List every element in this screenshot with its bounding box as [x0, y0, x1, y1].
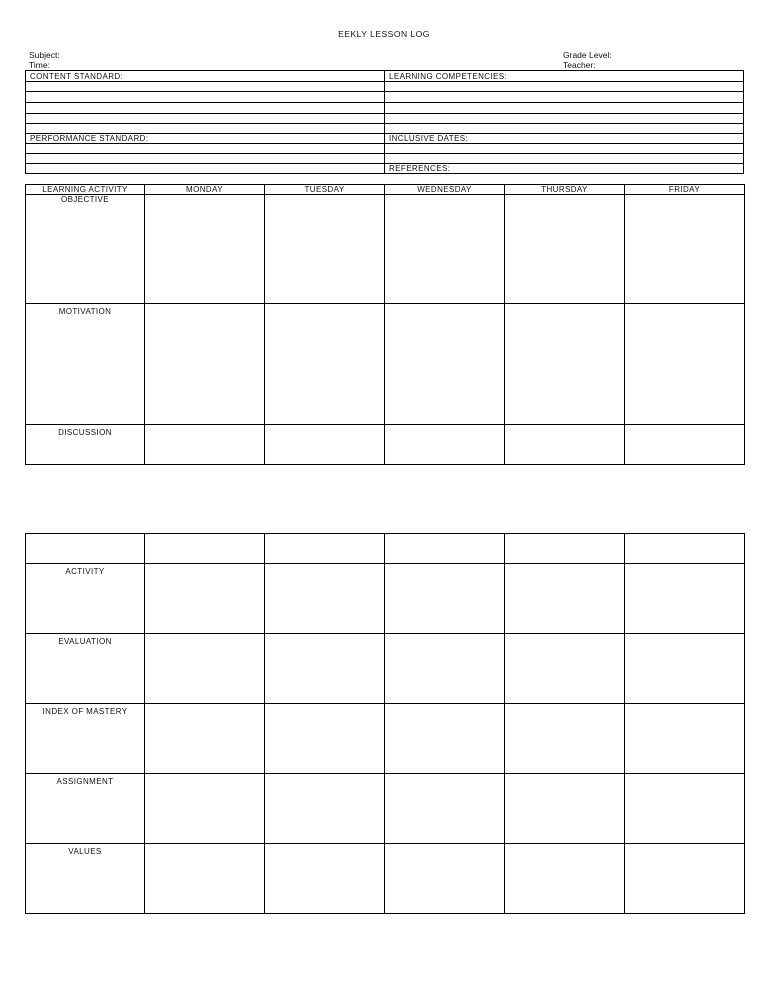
- cell[interactable]: [505, 304, 625, 425]
- table-row: [26, 844, 745, 914]
- table-row: [26, 564, 745, 634]
- document-title: EEKLY LESSON LOG: [338, 29, 430, 39]
- row-label-values: VALUES: [26, 844, 145, 914]
- content-standard-label: CONTENT STANDARD:: [30, 72, 124, 81]
- cell[interactable]: [265, 634, 385, 704]
- cell[interactable]: [385, 774, 505, 844]
- cell[interactable]: [385, 195, 505, 304]
- row-label-activity: ACTIVITY: [26, 564, 145, 634]
- weekly-table-2: [25, 533, 745, 914]
- day-header-row: [26, 185, 745, 195]
- learning-competencies-label: LEARNING COMPETENCIES:: [389, 72, 508, 81]
- cell[interactable]: [265, 534, 385, 564]
- cell[interactable]: [625, 844, 745, 914]
- cell[interactable]: [385, 634, 505, 704]
- cell[interactable]: [385, 534, 505, 564]
- row-label-index-of-mastery: INDEX OF MASTERY: [26, 704, 145, 774]
- cell[interactable]: [265, 195, 385, 304]
- cell[interactable]: [145, 704, 265, 774]
- cell[interactable]: [145, 634, 265, 704]
- cell[interactable]: [145, 564, 265, 634]
- cell[interactable]: [385, 844, 505, 914]
- cell[interactable]: [145, 844, 265, 914]
- cell[interactable]: [385, 425, 505, 465]
- cell[interactable]: [26, 534, 145, 564]
- cell[interactable]: [625, 534, 745, 564]
- table-row: [26, 634, 745, 704]
- subject-time-block: [29, 50, 60, 70]
- table-row: [26, 304, 745, 425]
- cell[interactable]: [505, 704, 625, 774]
- cell[interactable]: [145, 304, 265, 425]
- grade-teacher-block: [563, 50, 612, 70]
- blank-header-row: [26, 534, 745, 564]
- cell[interactable]: [625, 774, 745, 844]
- cell[interactable]: [505, 774, 625, 844]
- weekly-table-1: [25, 184, 745, 465]
- cell[interactable]: [145, 774, 265, 844]
- table-row: [26, 195, 745, 304]
- cell[interactable]: [505, 564, 625, 634]
- cell[interactable]: [265, 304, 385, 425]
- cell[interactable]: [625, 564, 745, 634]
- teacher-label: Teacher:: [563, 60, 596, 70]
- row-label-discussion: DISCUSSION: [26, 425, 145, 465]
- table-row: [26, 774, 745, 844]
- cell[interactable]: [505, 844, 625, 914]
- cell[interactable]: [265, 564, 385, 634]
- subject-label: Subject:: [29, 50, 60, 60]
- cell[interactable]: [145, 534, 265, 564]
- row-label-assignment: ASSIGNMENT: [26, 774, 145, 844]
- cell[interactable]: [505, 195, 625, 304]
- grid-line: [26, 113, 743, 114]
- references-label: REFERENCES:: [389, 164, 451, 173]
- grid-line: [26, 143, 743, 144]
- cell[interactable]: [265, 704, 385, 774]
- learning-activity-header: LEARNING ACTIVITY: [26, 185, 145, 195]
- day-header-friday: FRIDAY: [625, 185, 745, 195]
- cell[interactable]: [625, 304, 745, 425]
- row-label-objective: OBJECTIVE: [26, 195, 145, 304]
- cell[interactable]: [385, 564, 505, 634]
- row-label-evaluation: EVALUATION: [26, 634, 145, 704]
- day-header-monday: MONDAY: [145, 185, 265, 195]
- cell[interactable]: [385, 304, 505, 425]
- cell[interactable]: [385, 704, 505, 774]
- time-label: Time:: [29, 60, 50, 70]
- cell[interactable]: [265, 774, 385, 844]
- cell[interactable]: [145, 425, 265, 465]
- grid-line: [26, 81, 743, 82]
- inclusive-dates-label: INCLUSIVE DATES:: [389, 134, 469, 143]
- table-row: [26, 425, 745, 465]
- grid-line: [26, 153, 743, 154]
- cell[interactable]: [625, 425, 745, 465]
- standards-divider: [384, 71, 385, 173]
- cell[interactable]: [625, 704, 745, 774]
- cell[interactable]: [145, 195, 265, 304]
- performance-standard-label: PERFORMANCE STANDARD:: [30, 134, 149, 143]
- cell[interactable]: [265, 425, 385, 465]
- cell[interactable]: [505, 634, 625, 704]
- grid-line: [26, 123, 743, 124]
- cell[interactable]: [625, 195, 745, 304]
- day-header-wednesday: WEDNESDAY: [385, 185, 505, 195]
- grid-line: [26, 91, 743, 92]
- cell[interactable]: [265, 844, 385, 914]
- grid-line: [26, 163, 743, 164]
- grade-level-label: Grade Level:: [563, 50, 612, 60]
- cell[interactable]: [505, 534, 625, 564]
- day-header-tuesday: TUESDAY: [265, 185, 385, 195]
- grid-line: [26, 102, 743, 103]
- day-header-thursday: THURSDAY: [505, 185, 625, 195]
- row-label-motivation: MOTIVATION: [26, 304, 145, 425]
- cell[interactable]: [505, 425, 625, 465]
- cell[interactable]: [625, 634, 745, 704]
- standards-grid: [25, 70, 744, 174]
- table-row: [26, 704, 745, 774]
